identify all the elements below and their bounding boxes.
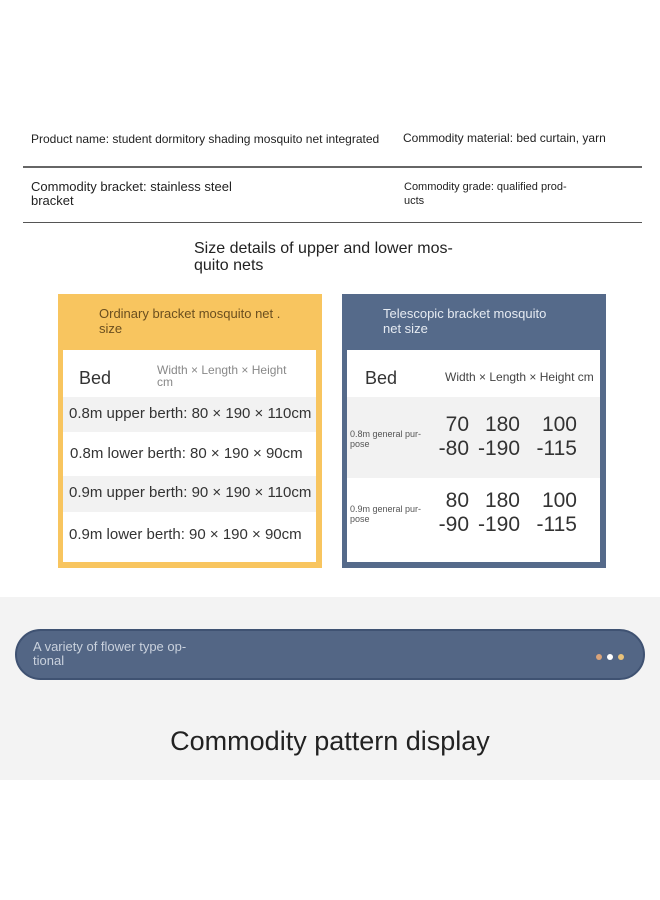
max: -115 [536, 437, 577, 460]
label-line-2: pose [350, 514, 370, 524]
flower-type-banner [15, 629, 645, 680]
height-range [531, 413, 577, 461]
table-row [347, 478, 600, 540]
berth-size: 0.8m lower berth: 80 × 190 × 90cm [70, 445, 303, 462]
telescopic-bracket-card [342, 294, 606, 568]
banner-line-2: tional [33, 653, 65, 668]
table-row [63, 432, 316, 476]
title-line-1: Ordinary bracket mosquito net . [99, 306, 281, 321]
grade-line-2: ucts [404, 195, 425, 207]
label-line-2: pose [350, 439, 370, 449]
size-details-title [194, 240, 453, 274]
berth-size: 0.8m upper berth: 80 × 190 × 110cm [69, 405, 312, 422]
title-line-1: Size details of upper and lower mos- [194, 240, 453, 257]
table-row [63, 397, 316, 432]
commodity-bracket [31, 180, 232, 208]
telescopic-card-title [383, 306, 546, 336]
height-range [531, 489, 577, 537]
dot-icon [618, 654, 624, 660]
commodity-grade [404, 180, 567, 208]
bed-header: Bed [79, 368, 112, 388]
dims-header [157, 364, 286, 388]
min: 180 [484, 413, 520, 436]
bed-label [350, 504, 435, 524]
dot-icon [607, 654, 613, 660]
product-name: Product name: student dormitory shading mosquito net integrated [31, 132, 380, 146]
dims-header: Width × Length × Height cm [445, 370, 594, 384]
banner-text [33, 640, 186, 668]
dims-line-1: Width × Length × Height [157, 363, 287, 377]
min: 80 [445, 489, 469, 512]
grade-line-1: Commodity grade: qualified prod- [404, 181, 567, 193]
table-row [63, 476, 316, 512]
commodity-material: Commodity material: bed curtain, yarn [403, 131, 606, 145]
banner-line-1: A variety of flower type op- [33, 639, 187, 654]
length-range [475, 413, 520, 461]
max: -90 [438, 513, 469, 536]
berth-size: 0.9m lower berth: 90 × 190 × 90cm [69, 526, 302, 543]
ordinary-bracket-card [58, 294, 322, 568]
bed-header: Bed [365, 368, 398, 388]
bracket-line-2: bracket [31, 193, 74, 208]
ordinary-card-title [99, 306, 280, 336]
berth-size: 0.9m upper berth: 90 × 190 × 110cm [69, 484, 312, 501]
divider [23, 166, 642, 168]
min: 100 [541, 489, 577, 512]
title-line-1: Telescopic bracket mosquito [383, 306, 547, 321]
title-line-2: net size [383, 321, 428, 336]
max: -115 [536, 513, 577, 536]
table-row [347, 397, 600, 478]
divider [23, 222, 642, 223]
bed-label [350, 429, 435, 449]
length-range [475, 489, 520, 537]
min: 70 [445, 413, 469, 436]
max: -80 [438, 437, 469, 460]
dims-line-2: cm [157, 375, 173, 389]
max: -190 [477, 437, 520, 460]
title-line-2: quito nets [194, 257, 264, 274]
ordinary-size-table [63, 350, 316, 562]
min: 180 [484, 489, 520, 512]
min: 100 [541, 413, 577, 436]
width-range [435, 413, 469, 461]
title-line-2: size [99, 321, 123, 336]
max: -190 [477, 513, 520, 536]
label-line-1: 0.8m general pur- [350, 429, 422, 439]
bracket-line-1: Commodity bracket: stainless steel [31, 179, 232, 194]
pattern-title: Commodity pattern display [170, 726, 490, 756]
dot-icon [596, 654, 602, 660]
telescopic-size-table [347, 350, 600, 562]
table-row [63, 512, 316, 562]
label-line-1: 0.9m general pur- [350, 504, 422, 514]
pattern-section [0, 597, 660, 780]
width-range [435, 489, 469, 537]
